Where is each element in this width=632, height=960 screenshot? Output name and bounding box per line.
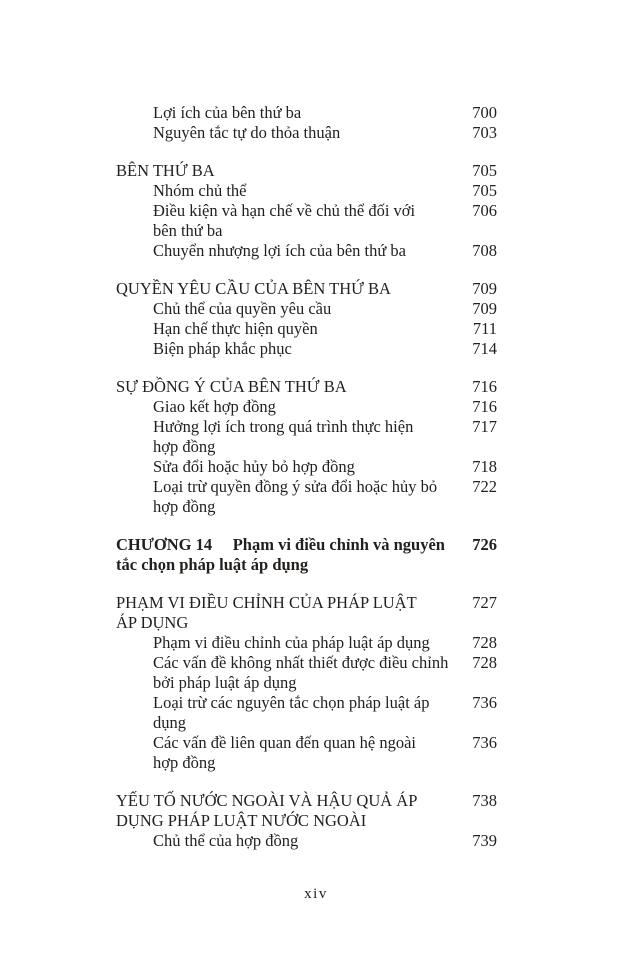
toc-entry-line: Biện pháp khắc phục xyxy=(153,339,292,358)
toc-entry xyxy=(116,593,497,633)
toc-entry-line: BÊN THỨ BA xyxy=(116,161,215,180)
toc-entry xyxy=(116,299,497,319)
toc-entry-line: SỰ ĐỒNG Ý CỦA BÊN THỨ BA xyxy=(116,377,347,396)
toc-entry-title xyxy=(116,181,455,201)
toc-entry xyxy=(116,181,497,201)
toc-entry-title xyxy=(116,791,455,831)
toc-entry-line: Phạm vi điều chỉnh của pháp luật áp dụng xyxy=(153,633,430,652)
toc-entry xyxy=(116,477,497,517)
toc-entry-line: bởi pháp luật áp dụng xyxy=(153,673,297,692)
toc-entry-line: Sửa đổi hoặc hủy bỏ hợp đồng xyxy=(153,457,355,476)
toc-entry-title xyxy=(116,831,455,851)
toc-entry-page-number: 728 xyxy=(472,633,497,652)
toc-entry-page-number: 705 xyxy=(472,181,497,200)
toc-entry-line: YẾU TỐ NƯỚC NGOÀI VÀ HẬU QUẢ ÁP xyxy=(116,791,418,810)
toc-entry-title xyxy=(116,299,455,319)
toc-entry xyxy=(116,831,497,851)
toc-entry-line: Các vấn đề không nhất thiết được điều chỉnh xyxy=(153,653,449,672)
toc-entry-page-number: 709 xyxy=(472,299,497,318)
toc-entry xyxy=(116,201,497,241)
toc-entry-page-number: 705 xyxy=(472,161,497,180)
toc-entry-title xyxy=(116,417,455,457)
toc-entry-title xyxy=(116,397,455,417)
toc-entry xyxy=(116,241,497,261)
toc-entry xyxy=(116,791,497,831)
toc-entry xyxy=(116,417,497,457)
toc-entry-title xyxy=(116,535,455,575)
toc-entry-title xyxy=(116,339,455,359)
toc-entry-line: Nhóm chủ thể xyxy=(153,181,247,200)
toc-entry-page-number: 709 xyxy=(472,279,497,298)
toc-entry-page-number: 728 xyxy=(472,653,497,672)
toc-entry-line: Chuyển nhượng lợi ích của bên thứ ba xyxy=(153,241,406,260)
toc-entry-line: bên thứ ba xyxy=(153,221,223,240)
toc-entry-page-number: 716 xyxy=(472,397,497,416)
toc-entry-line: Chủ thể của hợp đồng xyxy=(153,831,299,850)
toc-entry-page-number: 717 xyxy=(472,417,497,436)
toc-entry-page-number: 718 xyxy=(472,457,497,476)
toc-entry-line: hợp đồng xyxy=(153,437,216,456)
toc-entry-title xyxy=(116,457,455,477)
toc-entry-page-number: 703 xyxy=(472,123,497,142)
toc-entry-line: QUYỀN YÊU CẦU CỦA BÊN THỨ BA xyxy=(116,279,391,298)
toc-entry-title xyxy=(116,161,455,181)
toc-entry-title xyxy=(116,319,455,339)
toc-entry-title xyxy=(116,477,455,517)
toc-entry-page-number: 727 xyxy=(472,593,497,612)
toc-entry xyxy=(116,457,497,477)
toc-entry-line: DỤNG PHÁP LUẬT NƯỚC NGOÀI xyxy=(116,811,367,830)
toc-entry-line: hợp đồng xyxy=(153,753,216,772)
toc-entry-title xyxy=(116,653,455,693)
toc-entry-line: Lợi ích của bên thứ ba xyxy=(153,103,302,122)
toc-entry-title xyxy=(116,241,455,261)
toc-entry-title xyxy=(116,377,455,397)
page-footer xyxy=(0,886,632,903)
toc-entry-title xyxy=(116,279,455,299)
toc-entry xyxy=(116,397,497,417)
toc-entry-title xyxy=(116,633,455,653)
toc-entry xyxy=(116,653,497,693)
toc-entry xyxy=(116,339,497,359)
toc-entry-page-number: 711 xyxy=(472,319,497,338)
toc-entry-page-number: 738 xyxy=(472,791,497,810)
toc-entry-line: Chủ thể của quyền yêu cầu xyxy=(153,299,332,318)
toc-entry-line: tắc chọn pháp luật áp dụng xyxy=(116,555,309,574)
toc-entry-line: Loại trừ quyền đồng ý sửa đổi hoặc hủy bỏ xyxy=(153,477,438,496)
toc-entry-line: CHƯƠNG 14 Phạm vi điều chỉnh và nguyên xyxy=(116,535,445,554)
toc-entry-page-number: 706 xyxy=(472,201,497,220)
toc-entry xyxy=(116,123,497,143)
toc-entry-line: Loại trừ các nguyên tắc chọn pháp luật áp dụng xyxy=(153,693,434,732)
toc-entry-title xyxy=(116,593,455,633)
toc-entry-line: Các vấn đề liên quan đến quan hệ ngoài xyxy=(153,733,416,752)
toc-entry-title xyxy=(116,733,455,773)
toc-entry-line: Hưởng lợi ích trong quá trình thực hiện xyxy=(153,417,414,436)
toc-entry xyxy=(116,377,497,397)
toc-entry xyxy=(116,633,497,653)
toc-entry-page-number: 726 xyxy=(472,535,497,554)
toc-entry-line: Điều kiện và hạn chế về chủ thể đối với xyxy=(153,201,416,220)
toc-entry-line: PHẠM VI ĐIỀU CHỈNH CỦA PHÁP LUẬT xyxy=(116,593,417,612)
toc-entry xyxy=(116,733,497,773)
toc-entry xyxy=(116,103,497,123)
toc-entry-title xyxy=(116,123,455,143)
toc-entry-line: Nguyên tắc tự do thỏa thuận xyxy=(153,123,341,142)
toc-entry-page-number: 700 xyxy=(472,103,497,122)
folio-page-number: xiv xyxy=(304,886,328,902)
toc-entry-page-number: 722 xyxy=(472,477,497,496)
toc-entry-page-number: 716 xyxy=(472,377,497,396)
toc-entry xyxy=(116,319,497,339)
toc-entry-line: hợp đồng xyxy=(153,497,216,516)
toc-entry-page-number: 714 xyxy=(472,339,497,358)
toc-entry xyxy=(116,279,497,299)
toc-entry-line: Hạn chế thực hiện quyền xyxy=(153,319,318,338)
table-of-contents xyxy=(116,103,497,851)
toc-entry-line: ÁP DỤNG xyxy=(116,613,189,632)
toc-entry xyxy=(116,161,497,181)
toc-entry-title xyxy=(116,201,455,241)
toc-entry-page-number: 736 xyxy=(472,693,497,712)
toc-entry-title xyxy=(116,103,455,123)
toc-entry-page-number: 739 xyxy=(472,831,497,850)
toc-entry-line: Giao kết hợp đồng xyxy=(153,397,276,416)
toc-entry xyxy=(116,535,497,575)
toc-entry xyxy=(116,693,497,733)
toc-entry-page-number: 736 xyxy=(472,733,497,752)
toc-entry-page-number: 708 xyxy=(472,241,497,260)
toc-entry-title xyxy=(116,693,455,733)
